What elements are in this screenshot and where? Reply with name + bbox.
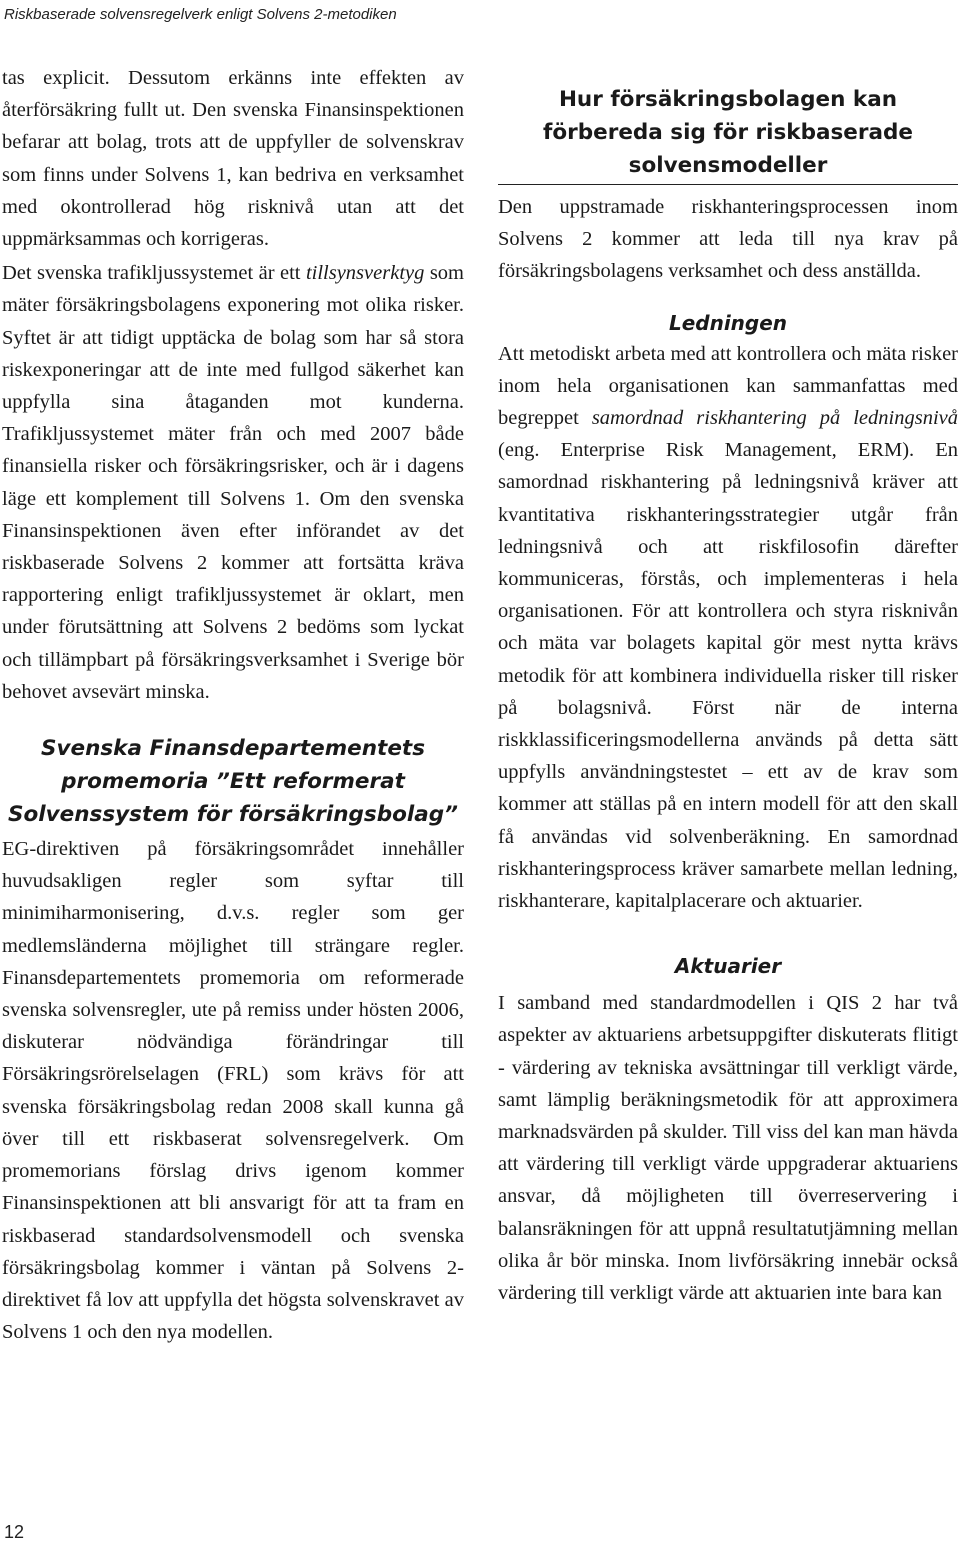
left-section-heading: Svenska Finansdepartementets promemoria ”Ett reformerat Solvenssystem för försäkringsbolag” bbox=[8, 736, 458, 828]
subheading-aktuarier: Aktuarier bbox=[674, 954, 782, 979]
running-head: Riskbaserade solvensregelverk enligt Solvens 2-metodiken bbox=[4, 6, 397, 23]
page-number: 12 bbox=[4, 1522, 25, 1542]
right-paragraph-2-rest: (eng. Enterprise Risk Management, ERM). En samordnad riskhantering på ledningsnivå kräver att kvantitativa riskhanteringsstrategier utgår från ledningsnivå och att riskfilosofin därefter kommuniceras, förstås, och implementeras i hela organisationen. För att kontrollera och styra risknivån och mäta var bolagets kapital gör mest nytta krävs metodik för att kombinera individuella risker till risker på bolagsnivå. Först när de interna riskklassificeringsmodellerna används på detta sätt uppfylls användningstestet – ett av de krav som kommer att ställas på en intern modell för att den skall få användas vid solvenberäkning. En samordnad riskhanteringsprocess kräver samarbete mellan ledning, riskhanterare, kapitalplacerare och aktuarier. bbox=[498, 439, 958, 913]
left-column bbox=[2, 62, 464, 1348]
left-paragraph-2-italic-term: tillsynsverktyg bbox=[305, 262, 425, 285]
right-section-heading: Hur försäkringsbolagen kan förbereda sig för riskbaserade solvensmodeller bbox=[543, 87, 913, 178]
right-paragraph-1: Den uppstramade riskhanteringsprocessen inom Solvens 2 kommer att leda till nya krav på försäkringsbolagens verksamhet och dess anställda. bbox=[498, 196, 958, 283]
right-paragraph-2 bbox=[498, 338, 958, 918]
subheading-ledningen: Ledningen bbox=[668, 310, 788, 335]
right-paragraph-3: I samband med standardmodellen i QIS 2 har två aspekter av aktuariens arbetsuppgifter diskuterats flitigt - värdering av tekniska avsättningar till verkligt värde, samt lämplig beräkningsmetodik för att approximera marknadsvärden på skulder. Till viss del kan man hävda att värdering till verkligt värde uppgraderar aktuariens ansvar, då möjligheten till överreservering i balansräkningen för att uppnå resultatutjämning mellan olika år bör minska. Inom livförsäkring innebär också värdering till verkligt värde att aktuarien inte bara kan bbox=[498, 992, 958, 1305]
left-paragraph-2-rest: som mäter försäkringsbolagens exponering mot olika risker. Syftet är att tidigt upptäcka de bolag som har så stora riskexponeringar att de inte med fullgod säkerhet kan uppfylla sina åtaganden mot kunderna. Trafikljussystemet mäter från och med 2007 både finansiella risker och försäkringsrisker, och är i dagens läge ett komplement till Solvens 1. Om den svenska Finansinspektionen även efter införandet av det riskbaserade Solvens 2 kommer att fortsätta kräva rapportering enligt trafikljussystemet är oklart, men under förutsättning att Solvens 2 bedöms som lyckat och tillämpbart på försäkringsverksamhet i Sverige bör behovet avsevärt minska. bbox=[2, 262, 464, 703]
left-paragraph-3: EG-direktiven på försäkringsområdet innehåller huvudsakligen regler som syftar till minimiharmonisering, d.v.s. regler som ger medlemsländerna möjlighet till strängare regler. Finansdepartementets promemoria om reformerade svenska solvensregler, ute på remiss under hösten 2006, diskuterar nödvändiga förändringar till Försäkringsrörelselagen (FRL) som krävs för att svenska försäkringsbolag redan 2008 skall kunna gå över till ett riskbaserat solvensregelverk. Om promemorians förslag drivs igenom kommer Finansinspektionen att bli ansvarigt för att ta fram en riskbaserad standardsolvensmodell och svenska försäkringsbolag kommer i väntan på Solvens 2-direktivet få lov att uppfylla det högsta solvenskravet av Solvens 1 och den nya modellen. bbox=[2, 838, 464, 1344]
left-paragraph-2 bbox=[2, 257, 464, 708]
right-column bbox=[498, 83, 958, 1309]
left-paragraph-2-start: Det svenska trafikljussystemet är ett bbox=[2, 262, 306, 285]
right-paragraph-2-italic-term: samordnad riskhantering på ledningsnivå bbox=[591, 407, 958, 430]
heading-rule bbox=[498, 184, 958, 185]
left-paragraph-1: tas explicit. Dessutom erkänns inte effekten av återförsäkring fullt ut. Den svenska Finansinspektionen befarar att bolag, trots att de uppfyller de solvenskrav som finns under Solvens 1, kan bedriva en verksamhet med okontrollerad hög risknivå utan att det uppmärksammas och korrigeras. bbox=[2, 67, 464, 251]
right-paragraph-2-start: Att metodiskt arbeta med att kontrollera och mäta risker inom hela organisationen kan sammanfattas med begreppet bbox=[498, 342, 958, 430]
